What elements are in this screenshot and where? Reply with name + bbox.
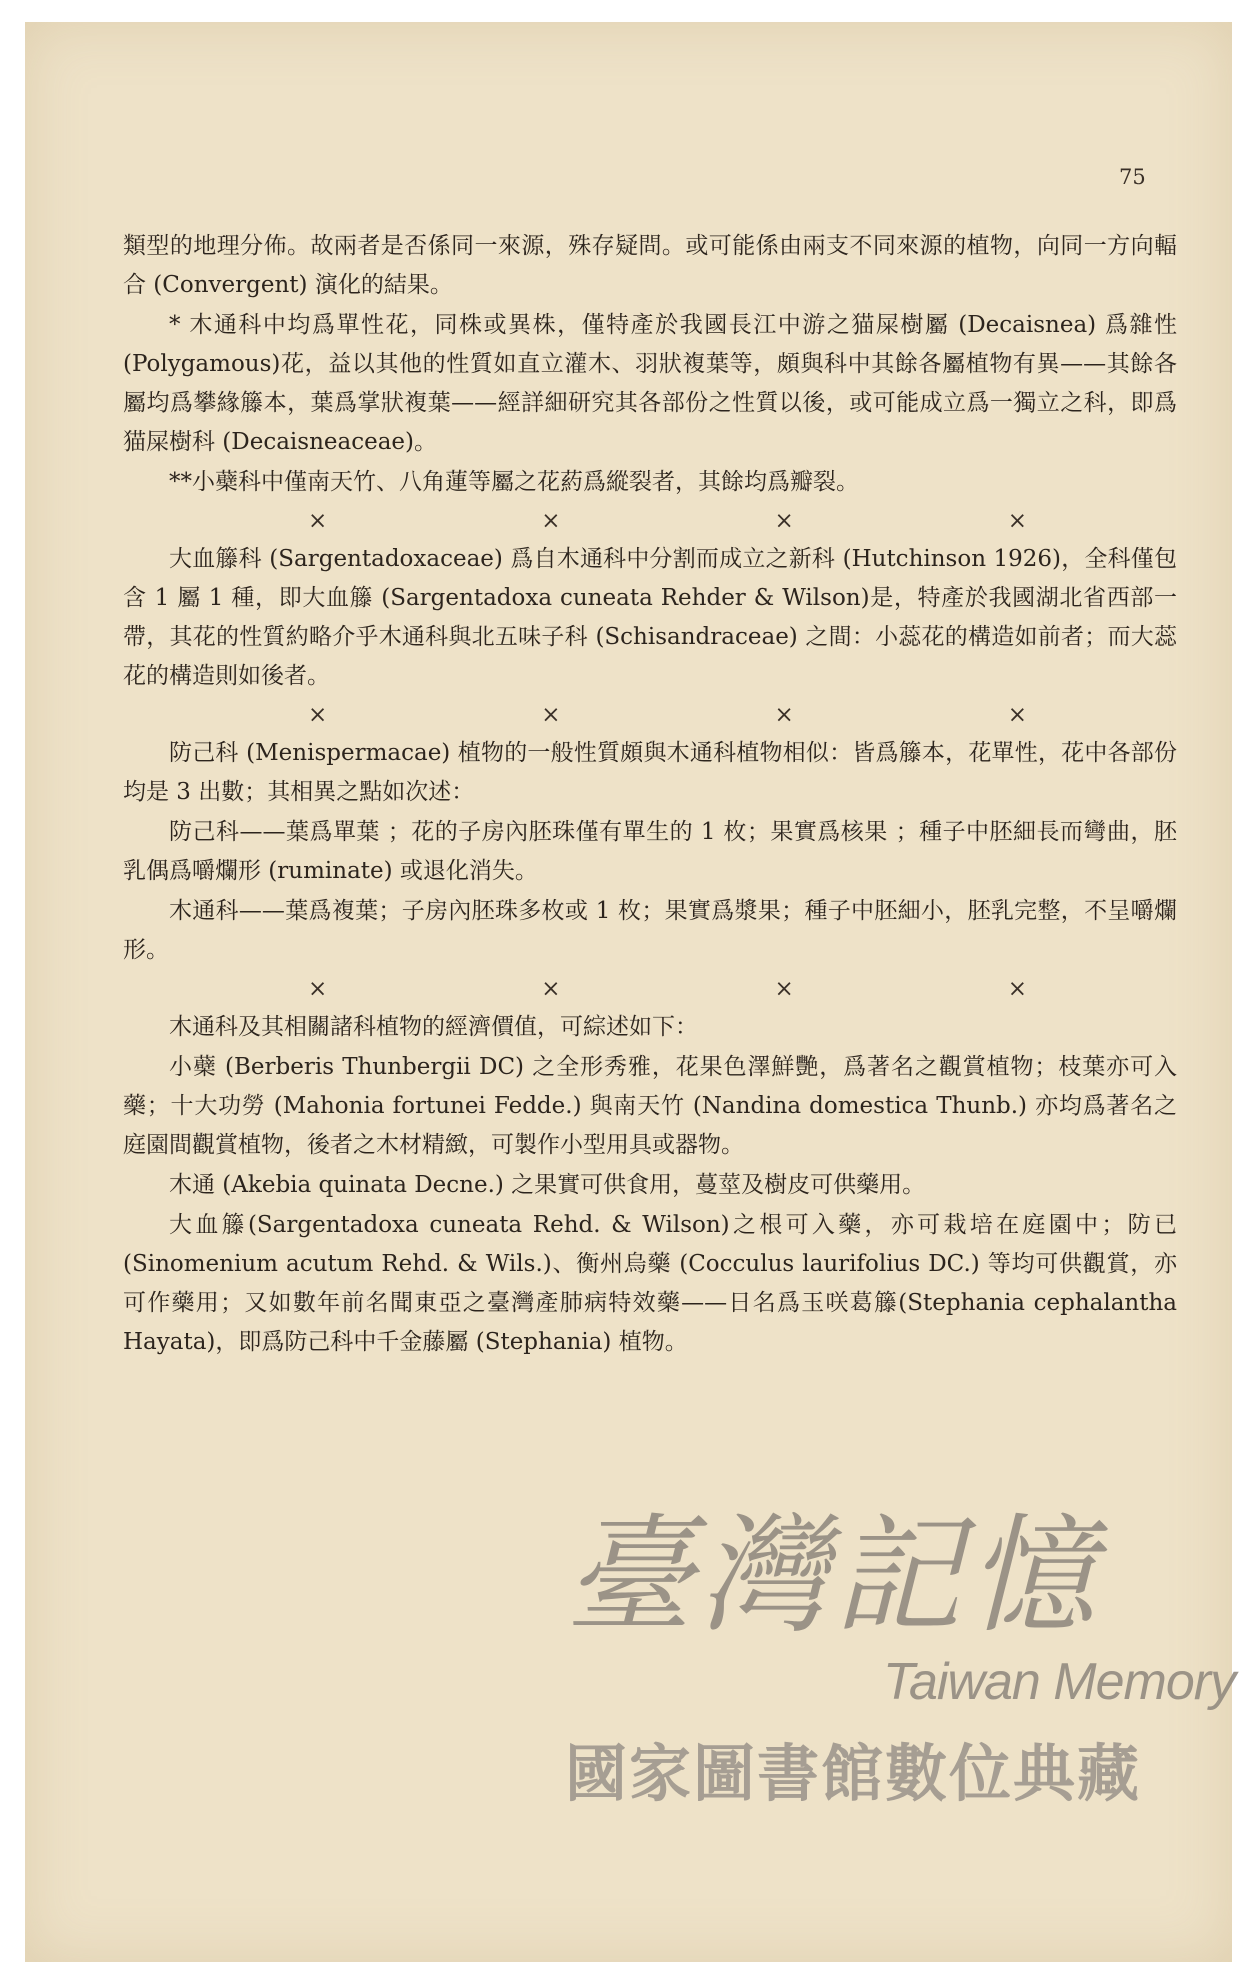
watermark-library-text: 國家圖書館數位典藏 [565,1737,1142,1810]
separator-mark: × [1007,976,1027,1002]
section-separator [123,971,1177,1008]
book-page [25,22,1236,1962]
separator-mark: × [774,702,794,728]
paragraph-menispermaceae: 防己科 (Menispermacae) 植物的一般性質頗與木通科植物相似：皆爲籐本，花單性，花中各部份均是 3 出數；其相異之點如次述： [123,740,1177,805]
footnote-berberidaceae: **小蘗科中僅南天竹、八角蓮等屬之花葯爲縱裂者，其餘均爲瓣裂。 [169,469,859,495]
separator-mark: × [774,976,794,1002]
section-separator [123,697,1177,734]
taiwan-memory-watermark [565,1502,1236,1842]
separator-mark: × [1007,508,1027,534]
paragraph-sargentadoxaceae: 大血籐科 (Sargentadoxaceae) 爲自木通科中分割而成立之新科 (Hutchinson 1926)，全科僅包含 1 屬 1 種，即大血籐 (Sargentadoxa cuneata Rehder & Wilson)是，特產於我國湖北省西部一帶，其花的性質約略介乎木通科與北五味子科 (Schisandraceae) 之間：小蕊花的構造如前者；而大蕊花的構造則如後者。 [123,546,1177,689]
footnote-decaisnea: * 木通科中均爲單性花，同株或異株，僅特產於我國長江中游之猫屎樹屬 (Decaisnea) 爲雜性(Polygamous)花，益以其他的性質如直立灌木、羽狀複葉等，頗與科中其餘各屬植物有異——其餘各屬均爲攀緣籐本，葉爲掌狀複葉——經詳細研究其各部份之性質以後，或可能成立爲一獨立之科，即爲猫屎樹科 (Decaisneaceae)。 [123,312,1177,455]
section-separator [123,503,1177,540]
separator-mark: × [541,702,561,728]
separator-mark: × [774,508,794,534]
separator-mark: × [541,508,561,534]
paragraph-economic-intro: 木通科及其相關諸科植物的經濟價值，可綜述如下： [169,1014,698,1040]
paragraph-akebia: 木通 (Akebia quinata Decne.) 之果實可供食用，蔓莖及樹皮可供藥用。 [169,1172,926,1198]
watermark-english-text: Taiwan Memory [883,1653,1236,1711]
paragraph-berberis: 小蘗 (Berberis Thunbergii DC) 之全形秀雅，花果色澤鮮艷，爲著名之觀賞植物；枝葉亦可入藥；十大功勞 (Mahonia fortunei Fedde.) 與南天竹 (Nandina domestica Thunb.) 亦均爲著名之庭園間觀賞植物，後者之木材精緻，可製作小型用具或器物。 [123,1054,1177,1158]
watermark-logo-text: 臺灣記憶 [565,1502,1102,1651]
page-number: 75 [1119,165,1146,189]
body-text [123,227,1177,1363]
separator-mark: × [308,976,328,1002]
separator-mark: × [308,508,328,534]
paragraph-menispermaceae-traits: 防己科——葉爲單葉 ；花的子房內胚珠僅有單生的 1 枚；果實爲核果 ；種子中胚細長而彎曲，胚乳偶爲嚼爛形 (ruminate) 或退化消失。 [123,819,1177,884]
paragraph-sargentadoxa-uses: 大血籐(Sargentadoxa cuneata Rehd. & Wilson)之根可入藥，亦可栽培在庭園中；防已(Sinomenium acutum Rehd. & Wils.)、衡州烏藥 (Cocculus laurifolius DC.) 等均可供觀賞，亦可作藥用；又如數年前名聞東亞之臺灣產肺病特效藥——日名爲玉咲葛籐(Stephania cephalantha Hayata)，即爲防己科中千金藤屬 (Stephania) 植物。 [123,1212,1177,1355]
paragraph-lardizabalaceae-traits: 木通科——葉爲複葉；子房內胚珠多枚或 1 枚；果實爲漿果；種子中胚細小，胚乳完整，不呈嚼爛形。 [123,898,1177,963]
separator-mark: × [1007,702,1027,728]
paragraph-distribution: 類型的地理分佈。故兩者是否係同一來源，殊存疑問。或可能係由兩支不同來源的植物，向同一方向輻合 (Convergent) 演化的結果。 [123,233,1177,298]
separator-mark: × [308,702,328,728]
separator-mark: × [541,976,561,1002]
